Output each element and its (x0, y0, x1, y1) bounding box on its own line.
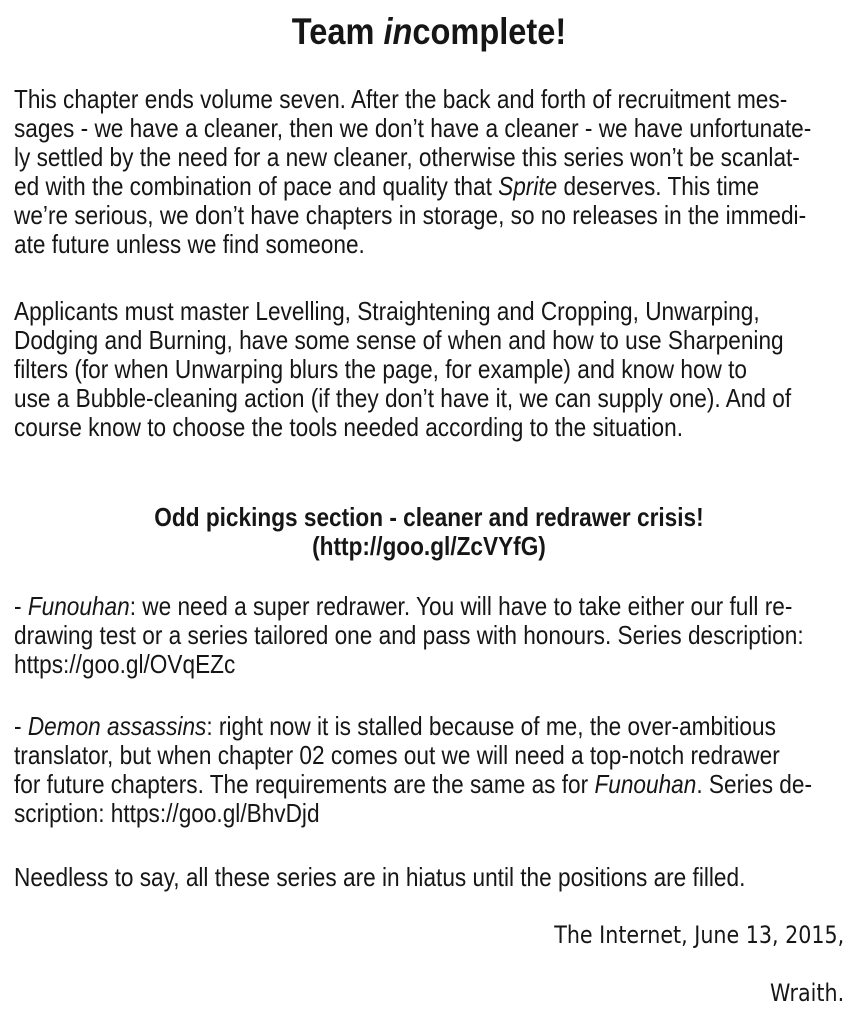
text-segment: ed with the combination of pace and quality that (14, 171, 499, 201)
text-segment: - (14, 591, 28, 621)
text-segment: : we need a super redrawer. You will have to take either our full re- (129, 591, 793, 621)
series-name-sprite: Sprite (498, 171, 558, 201)
page-title-post: complete! (412, 11, 567, 52)
text-segment: . Series de- (696, 769, 813, 799)
section-heading-url: (http://goo.gl/ZcVYfG) (312, 531, 546, 561)
text-line: filters (for when Unwarping blurs the page, for example) and know how to (14, 354, 748, 384)
text-line: This chapter ends volume seven. After the back and forth of recruitment mes- (14, 84, 788, 114)
page-title-emphasis: in (383, 11, 413, 52)
text-segment: - (14, 711, 28, 741)
page-title (51, 8, 806, 56)
section-heading-title: Odd pickings section - cleaner and redrawer crisis! (154, 502, 704, 532)
text-line: sages - we have a cleaner, then we don’t have a cleaner - we have unfortunate- (14, 113, 812, 143)
text-line: translator, but when chapter 02 comes out we will need a top-notch redrawer (14, 740, 780, 770)
text-segment: deserves. This time (557, 171, 760, 201)
signature-date: The Internet, June 13, 2015, (553, 921, 844, 949)
series-description-url: scription: https://goo.gl/BhvDjd (14, 798, 320, 828)
text-line (14, 171, 760, 201)
series-name-demon-assassins: Demon assassins (27, 711, 207, 741)
paragraph-demon-assassins (14, 711, 813, 828)
section-heading (68, 503, 790, 561)
text-line: we’re serious, we don’t have chapters in storage, so no releases in the immedi- (14, 200, 807, 230)
text-line: Dodging and Burning, have some sense of when and how to use Sharpening (14, 325, 784, 355)
paragraph-requirements (14, 296, 792, 442)
text-line: Needless to say, all these series are in hiatus until the positions are filled. (14, 862, 746, 892)
series-name-funouhan: Funouhan (27, 591, 130, 621)
signature-name: Wraith. (769, 979, 844, 1007)
text-line: use a Bubble-cleaning action (if they don’t have it, we can supply one). And of (14, 383, 792, 413)
text-line: drawing test or a series tailored one and pass with honours. Series description: (14, 620, 804, 650)
paragraph-hiatus (14, 862, 746, 892)
series-description-url: https://goo.gl/OVqEZc (14, 649, 236, 679)
text-segment: : right now it is stalled because of me, the over-ambitious (206, 711, 776, 741)
text-segment: for future chapters. The requirements are the same as for (14, 769, 595, 799)
paragraph-funouhan (14, 591, 804, 679)
text-line (14, 711, 776, 741)
series-name-funouhan: Funouhan (594, 769, 697, 799)
text-line: ly settled by the need for a new cleaner, otherwise this series won’t be scanlat- (14, 142, 800, 172)
text-line: course know to choose the tools needed according to the situation. (14, 412, 683, 442)
text-line (14, 591, 793, 621)
text-line: Applicants must master Levelling, Straightening and Cropping, Unwarping, (14, 296, 760, 326)
text-line (14, 769, 813, 799)
text-line: ate future unless we find someone. (14, 229, 365, 259)
paragraph-intro (14, 84, 812, 259)
page-title-pre: Team (291, 11, 384, 52)
